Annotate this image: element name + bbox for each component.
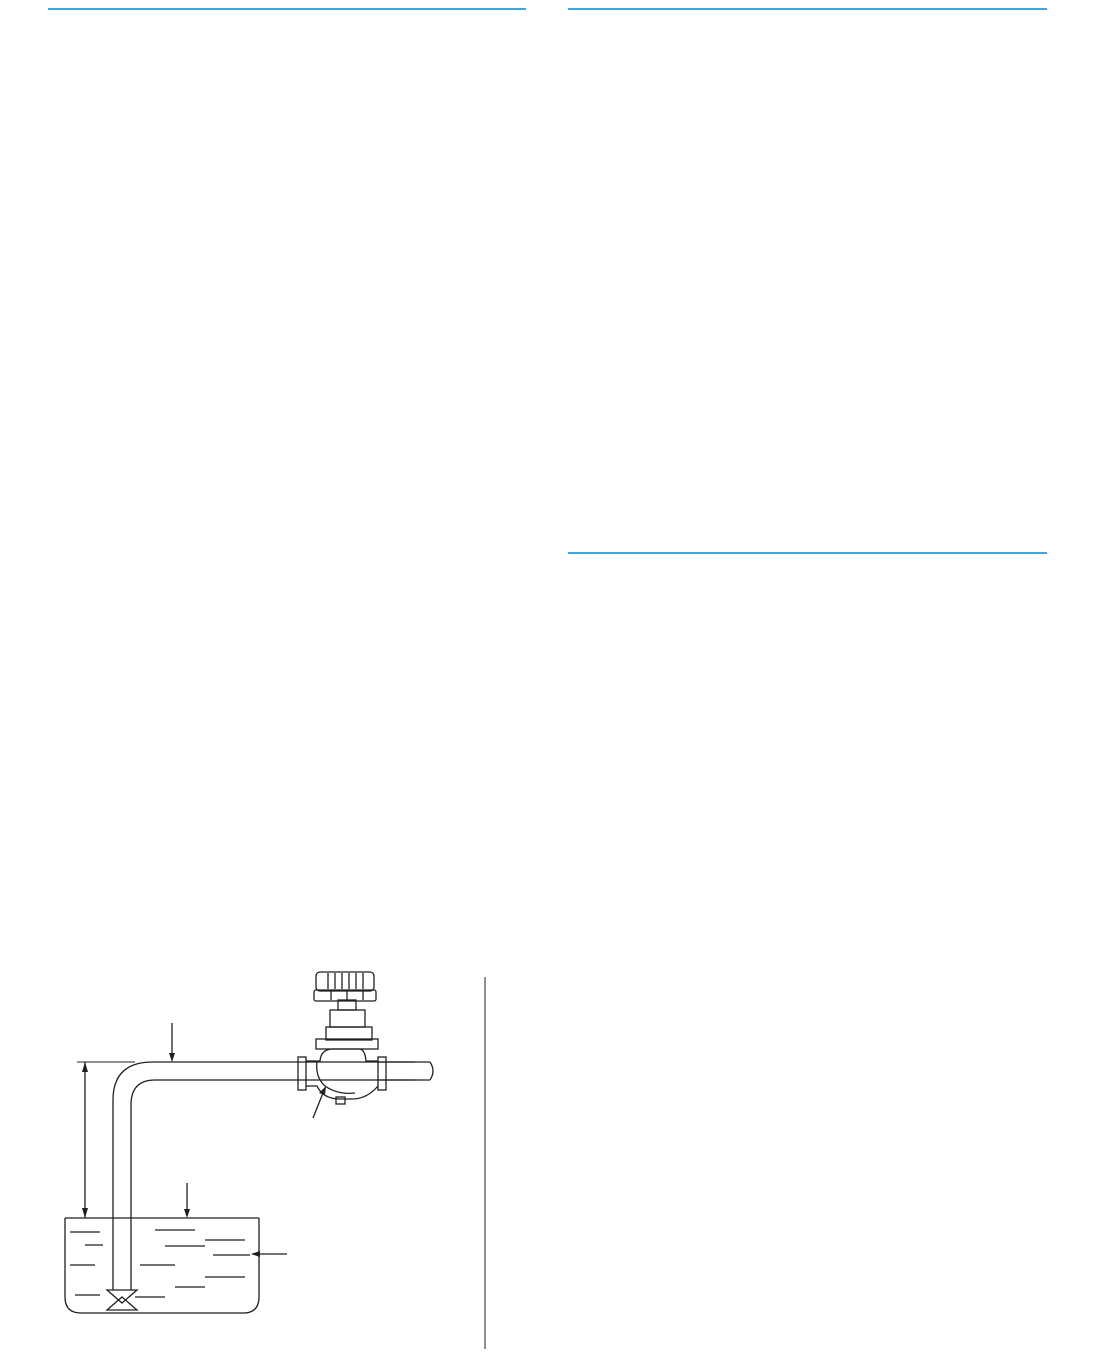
suction-lift-diagram — [55, 965, 535, 1355]
liquid-ripples — [70, 1230, 250, 1297]
suction-pipe — [113, 1062, 415, 1290]
section-divider — [568, 552, 1047, 554]
section-divider — [48, 8, 526, 10]
power-derating-chart — [560, 200, 1050, 535]
foot-valve — [107, 1290, 137, 1310]
pump — [298, 972, 386, 1104]
section-divider — [568, 8, 1047, 10]
